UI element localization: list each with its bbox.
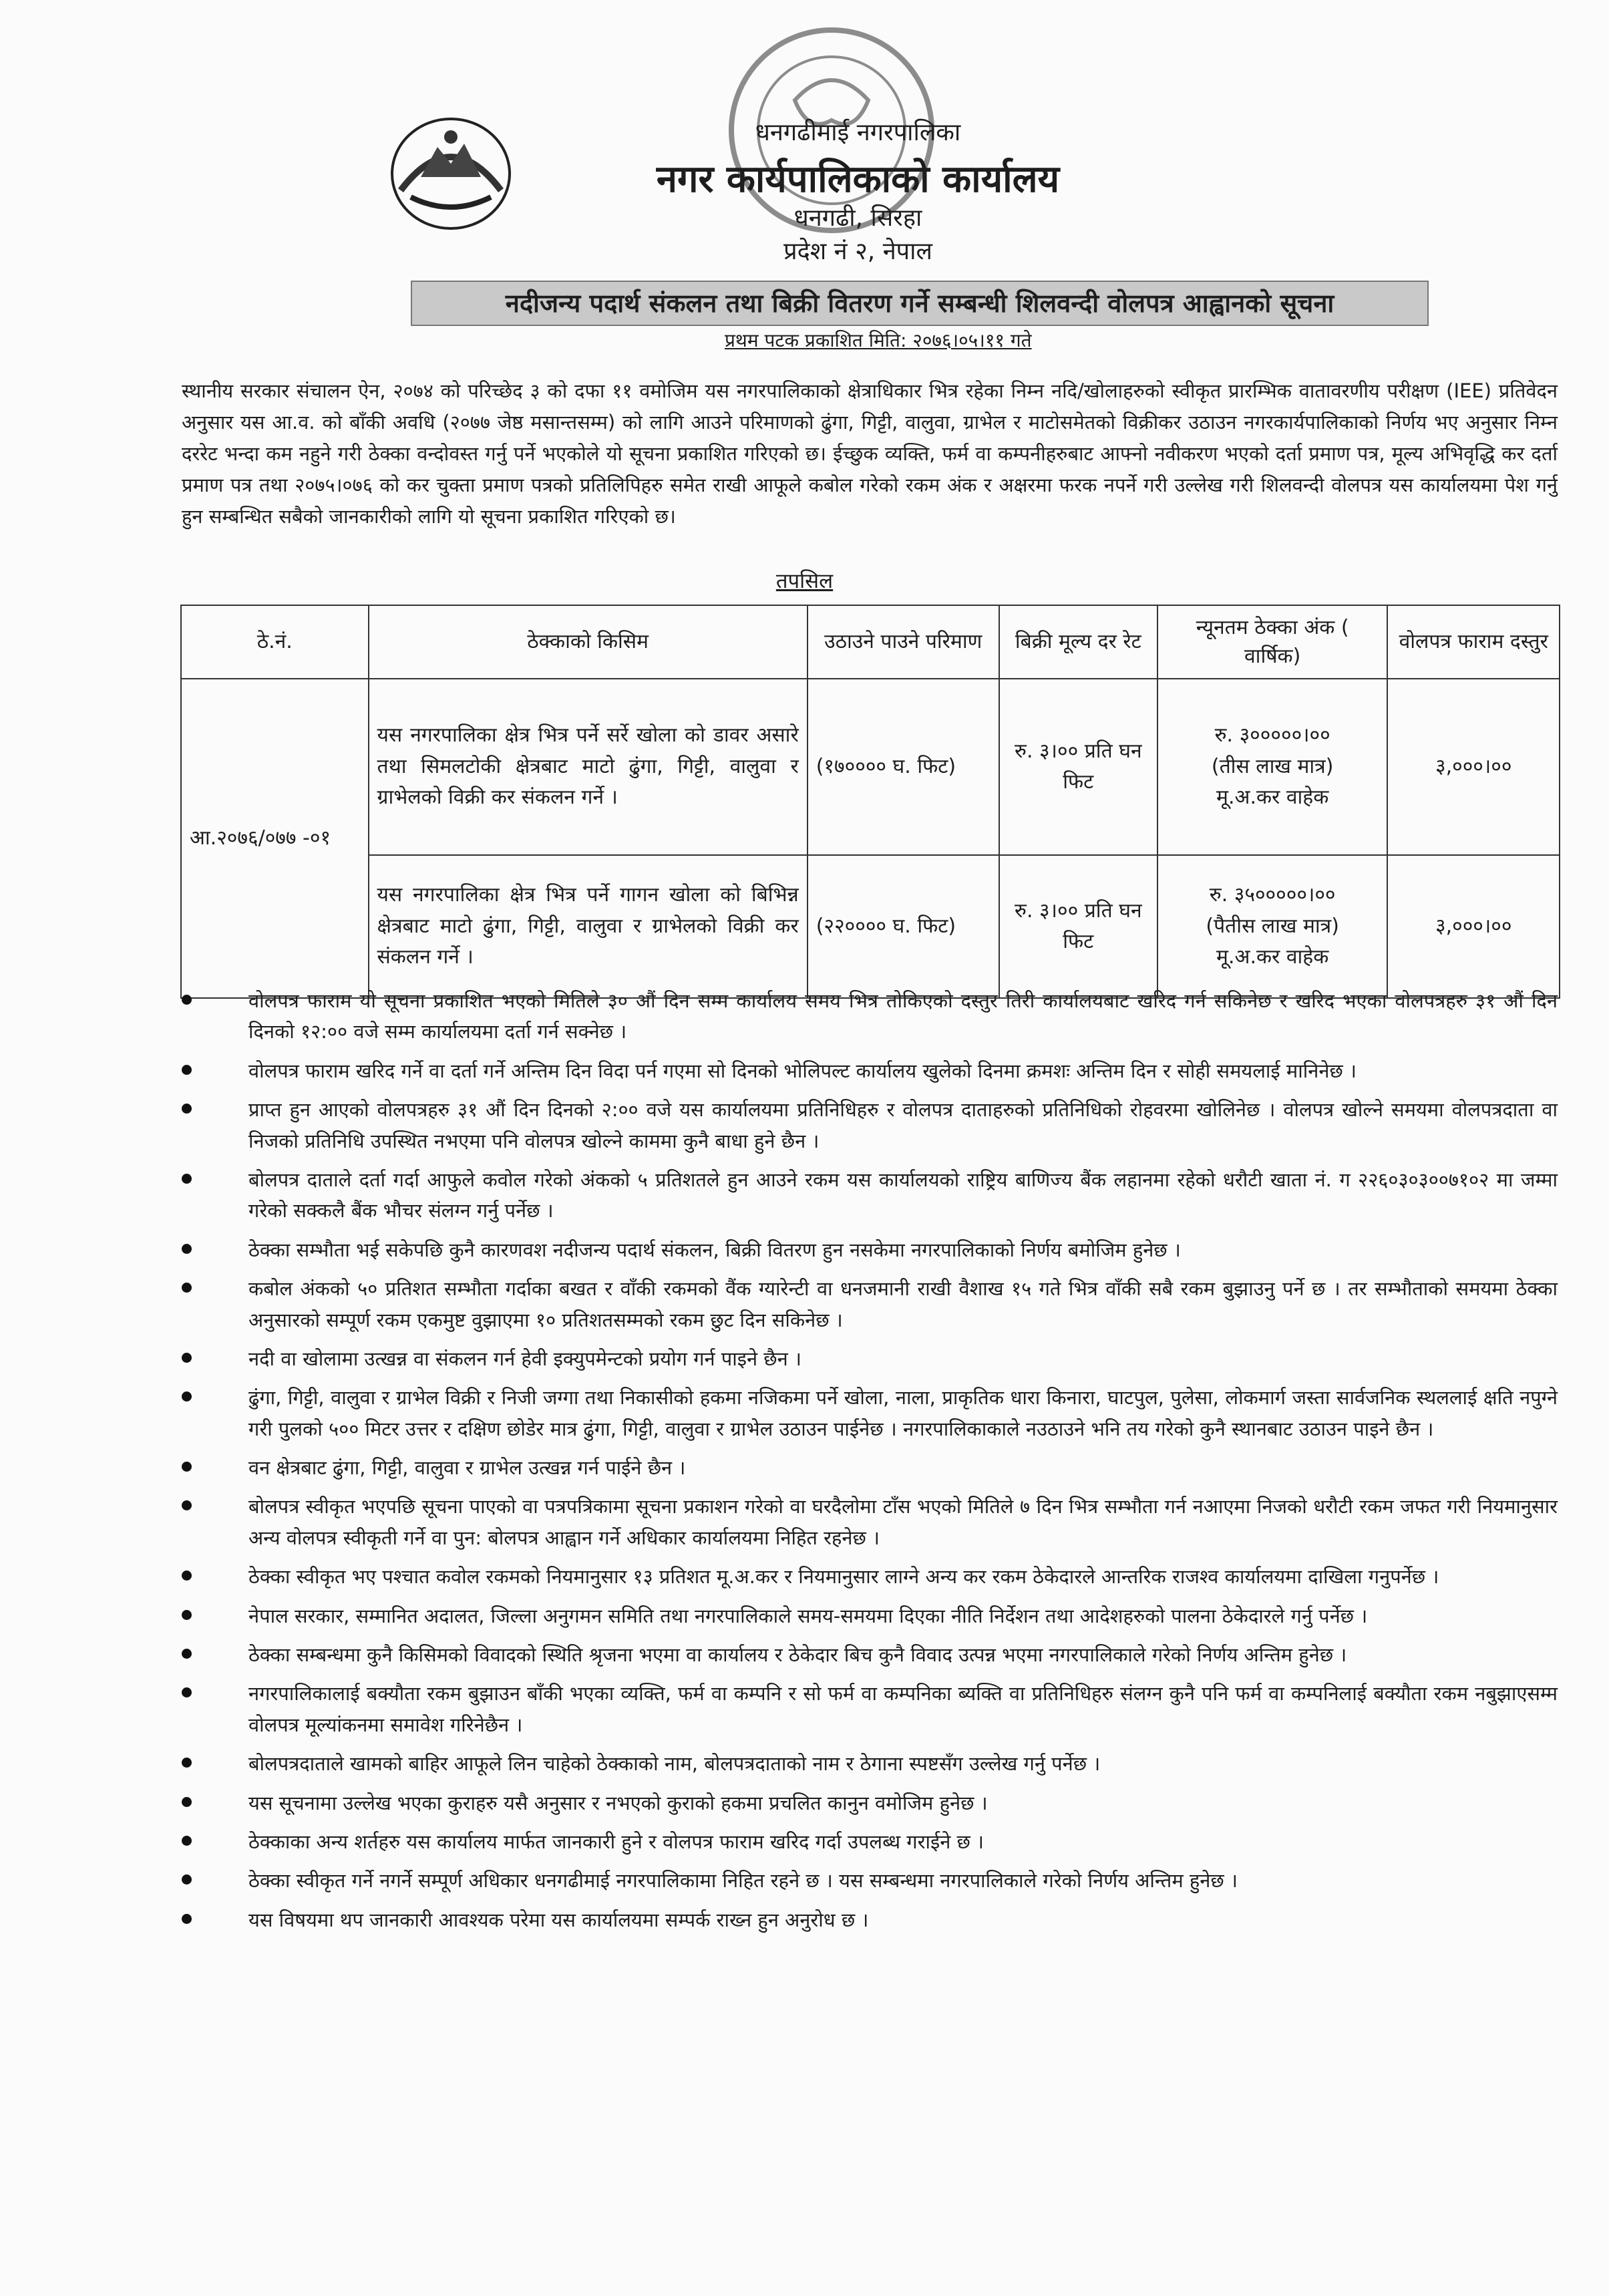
condition-item [182,1639,1558,1670]
condition-text: ढुंगा, गिट्टी, वालुवा र ग्राभेल विक्री र निजी जग्गा तथा निकासीको हकमा नजिकमा पर्ने खोला, नाला, प्राकृतिक धारा किनारा, घाटपुल, पुलेसा, लोकमार्ग जस्ता सार्वजनिक स्थललाई क्षति नपुग्ने गरी पुलको ५०० मिटर उत्तर र दक्षिण छोडेर मात्र ढुंगा, गिट्टी, वालुवा र ग्राभेल उठाउन पाईनेछ । नगरपालिकाकाले नउठाउने भनि तय गरेको कुनै स्थानबाट उठाउन पाइने छैन । [248,1386,1558,1440]
column-header: ठे.नं. [181,605,369,679]
min-amount: रु. ३५०००००।०० [1209,883,1336,907]
bullet-icon [182,1571,192,1581]
bullet-icon [182,1104,192,1114]
min-amount-words: (पैतीस लाख मात्र) [1206,914,1339,938]
condition-text: कबोल अंकको ५० प्रतिशत सम्भौता गर्दाका बखत र वाँकी रकमको वैंक ग्यारेन्टी वा धनजमानी राखी वैशाख १५ गते भित्र वाँकी सबै रकम बुझाउनु पर्ने छ । तर सम्भौताको समयमा ठेक्का अनुसारको सम्पूर्ण रकम एकमुष्ट वुझाएमा १० प्रतिशतसम्मको रकम छुट दिन सकिनेछ । [248,1277,1558,1331]
schedule-table [180,605,1560,999]
condition-text: ठेक्का स्वीकृत भए पश्चात कवोल रकमको नियमानुसार १३ प्रतिशत मू.अ.कर र नियमानुसार लाग्ने अन्य कर रकम ठेकेदारले आन्तरिक राजश्व कार्यालयमा दाखिला गनुपर्नेछ । [248,1565,1439,1589]
condition-text: वोलपत्र फाराम यो सूचना प्रकाशित भएको मितिले ३० औं दिन सम्म कार्यालय समय भित्र तोकिएको दस्तुर तिरी कार्यालयबाट खरिद गर्न सकिनेछ र खरिद भएका वोलपत्रहरु ३१ औं दिन दिनको १२:०० वजे सम्म कार्यालयमा दर्ता गर्न सक्नेछ । [248,989,1558,1043]
column-header: वोलपत्र फाराम दस्तुर [1387,605,1560,679]
vat-note: मू.अ.कर वाहेक [1216,945,1329,969]
column-header: न्यूनतम ठेक्का अंक ( वार्षिक) [1157,605,1388,679]
bullet-icon [182,1353,192,1363]
condition-text: ठेक्काका अन्य शर्तहरु यस कार्यालय मार्फत जानकारी हुने र वोलपत्र फाराम खरिद गर्दा उपलब्ध गराईने छ । [248,1830,985,1853]
column-header: उठाउने पाउने परिमाण [808,605,999,679]
bullet-icon [182,1758,192,1768]
condition-text: यस विषयमा थप जानकारी आवश्यक परेमा यस कार्यालयमा सम्पर्क राख्न हुन अनुरोध छ । [248,1908,869,1931]
office-title: नगर कार्यपालिकाको कार्यालय [656,158,1060,201]
bullet-icon [182,1649,192,1659]
contract-type: यस नगरपालिका क्षेत्र भित्र पर्ने गागन खोला को बिभिन्न क्षेत्रबाट माटो ढुंगा, गिट्टी, वालुवा र ग्राभेलको विक्री कर संकलन गर्ने । [369,855,808,998]
municipality-name: धनगढीमाई नगरपालिका [755,119,961,146]
min-amount-cell [1157,855,1388,998]
fee-cell: ३,०००।०० [1387,855,1560,998]
condition-item [182,1382,1558,1444]
table-row [181,855,1560,998]
bullet-icon [182,1391,192,1402]
conditions-list [182,985,1558,1943]
condition-text: बोलपत्र स्वीकृत भएपछि सूचना पाएको वा पत्रपत्रिकामा सूचना प्रकाशन गरेको वा घरदैलोमा टाँस भएको मितिले ७ दिन भित्र सम्भौता गर्न नआएमा निजको धरौटी रकम जफत गरी नियमानुसार अन्य वोलपत्र स्वीकृती गर्ने वा पुन: बोलपत्र आह्वान गर्ने अधिकार कार्यालयमा निहित रहनेछ । [248,1495,1558,1549]
quantity-cell: (२२०००० घ. फिट) [808,855,999,998]
bullet-icon [182,1462,192,1472]
bullet-icon [182,1836,192,1846]
condition-item [182,1865,1558,1896]
condition-text: प्राप्त हुन आएको वोलपत्रहरु ३१ औं दिन दिनको २:०० वजे यस कार्यालयमा प्रतिनिधिहरु र वोलपत्र दाताहरुको प्रतिनिधिको रोहवरमा खोलिनेछ । वोलपत्र खोल्ने समयमा वोलपत्रदाता वा निजको प्रतिनिधि उपस्थित नभएमा पनि वोलपत्र खोल्ने काममा कुनै बाधा हुने छैन । [248,1098,1558,1152]
condition-item [182,1273,1558,1335]
condition-item [182,1788,1558,1818]
bullet-icon [182,1283,192,1293]
bullet-icon [182,1174,192,1184]
condition-item [182,1748,1558,1779]
bullet-icon [182,1610,192,1620]
condition-item [182,1678,1558,1740]
bullet-icon [182,995,192,1005]
contract-type: यस नगरपालिका क्षेत्र भित्र पर्ने सर्रे खोला को डावर असारे तथा सिमलटोकी क्षेत्रबाट माटो ढुंगा, गिट्टी, वालुवा र ग्राभेलको विक्री कर संकलन गर्ने । [369,679,808,855]
bullet-icon [182,1065,192,1075]
condition-item [182,1343,1558,1374]
condition-item [182,1601,1558,1631]
condition-text: नगरपालिकालाई बक्यौता रकम बुझाउन बाँकी भएका व्यक्ति, फर्म वा कम्पनि र सो फर्म वा कम्पनिका ब्यक्ति वा प्रतिनिधिहरु संलग्न कुनै पनि फर्म वा कम्पनिलाई बक्यौता रकम नबुझाएसम्म वोलपत्र मूल्यांकनमा समावेश गरिनेछैन । [248,1682,1558,1736]
condition-text: बोलपत्रदाताले खामको बाहिर आफूले लिन चाहेको ठेक्काको नाम, बोलपत्रदाताको नाम र ठेगाना स्पष्टसँग उल्लेख गर्नु पर्नेछ । [248,1752,1101,1776]
condition-item [182,1164,1558,1226]
condition-text: ठेक्का सम्बन्धमा कुनै किसिमको विवादको स्थिति श्रृजना भएमा वा कार्यालय र ठेकेदार बिच कुनै विवाद उत्पन्न भएमा नगरपालिकाले गरेको निर्णय अन्तिम हुनेछ । [248,1643,1347,1667]
bullet-icon [182,1500,192,1510]
condition-text: यस सूचनामा उल्लेख भएका कुराहरु यसै अनुसार र नभएको कुराको हकमा प्रचलित कानुन वमोजिम हुनेछ । [248,1791,988,1814]
bullet-icon [182,1687,192,1697]
contract-number: आ.२०७६/०७७ -०१ [181,679,369,998]
publish-date: प्रथम पटक प्रकाशित मिति: २०७६।०५।११ गते [725,329,1032,351]
min-amount: रु. ३०००००।०० [1214,723,1330,748]
condition-text: ठेक्का स्वीकृत गर्ने नगर्ने सम्पूर्ण अधिकार धनगढीमाई नगरपालिकामा निहित रहने छ । यस सम्बन्धमा नगरपालिकाले गरेको निर्णय अन्तिम हुनेछ । [248,1869,1238,1893]
table-row [181,679,1560,855]
condition-text: ठेक्का सम्भौता भई सकेपछि कुनै कारणवश नदीजन्य पदार्थ संकलन, बिक्री वितरण हुन नसकेमा नगरपालिकाको निर्णय बमोजिम हुनेछ । [248,1238,1181,1261]
condition-item [182,1235,1558,1265]
condition-item [182,1561,1558,1592]
condition-item [182,1905,1558,1935]
condition-item [182,985,1558,1047]
bullet-icon [182,1874,192,1884]
condition-text: नदी वा खोलामा उत्खन्न वा संकलन गर्न हेवी इक्युपमेन्टको प्रयोग गर्न पाइने छैन । [248,1347,801,1370]
condition-text: बोलपत्र दाताले दर्ता गर्दा आफुले कवोल गरेको अंकको ५ प्रतिशतले हुन आउने रकम यस कार्यालयको राष्ट्रिय बाणिज्य बैंक लहानमा रहेको धरौटी खाता नं. ग २२६०३०३००७१०२ मा जम्मा गरेको सक्कलै बैंक भौचर संलग्न गर्नु पर्नेछ । [248,1168,1558,1222]
column-header: बिक्री मूल्य दर रेट [999,605,1157,679]
office-province: प्रदेश नं २, नेपाल [783,238,932,265]
min-amount-cell [1157,679,1388,855]
rate-cell: रु. ३।०० प्रति घन फिट [999,855,1157,998]
bullet-icon [182,1914,192,1924]
quantity-cell: (१७०००० घ. फिट) [808,679,999,855]
vat-note: मू.अ.कर वाहेक [1216,786,1329,810]
condition-item [182,1055,1558,1086]
bullet-icon [182,1797,192,1807]
rate-cell: रु. ३।०० प्रति घन फिट [999,679,1157,855]
condition-item [182,1491,1558,1553]
fee-cell: ३,०००।०० [1387,679,1560,855]
bullet-icon [182,1244,192,1254]
condition-item [182,1826,1558,1857]
condition-text: नेपाल सरकार, सम्मानित अदालत, जिल्ला अनुगमन समिति तथा नगरपालिकाले समय-समयमा दिएका नीति निर्देशन तथा आदेशहरुको पालना ठेकेदारले गर्नु पर्नेछ । [248,1604,1368,1627]
condition-text: वोलपत्र फाराम खरिद गर्ने वा दर्ता गर्ने अन्तिम दिन विदा पर्न गएमा सो दिनको भोलिपल्ट कार्यालय खुलेको दिनमा क्रमशः अन्तिम दिन र सोही समयलाई मानिनेछ । [248,1059,1357,1082]
column-header: ठेक्काको किसिम [369,605,808,679]
intro-paragraph: स्थानीय सरकार संचालन ऐन, २०७४ को परिच्छेद ३ को दफा ११ वमोजिम यस नगरपालिकाको क्षेत्राधिकार भित्र रहेका निम्न नदि/खोलाहरुको स्वीकृत प्रारम्भिक वातावरणीय परीक्षण (IEE) प्रतिवेदन अनुसार यस आ.व. को बाँकी अवधि (२०७७ जेष्ठ मसान्तसम्म) को लागि आउने परिमाणको ढुंगा, गिट्टी, वालुवा, ग्राभेल र माटोसमेतको विक्रीकर उठाउन नगरकार्यपालिकाको निर्णय भए अनुसार निम्न दररेट भन्दा कम नहुने गरी ठेक्का वन्दोवस्त गर्नु पर्ने भएकोले यो सूचना प्रकाशित गरिएको छ। ईच्छुक व्यक्ति, फर्म वा कम्पनीहरुबाट आफ्नो नवीकरण भएको दर्ता प्रमाण पत्र, मूल्य अभिवृद्धि कर दर्ता प्रमाण पत्र तथा २०७५।०७६ को कर चुक्ता प्रमाण पत्रको प्रतिलिपिहरु समेत राखी आफूले कबोल गरेको रकम अंक र अक्षरमा फरक नपर्ने गरी उल्लेख गरी शिलवन्दी वोलपत्र यस कार्यालयमा पेश गर्नु हुन सम्बन्धित सबैको जानकारीको लागि यो सूचना प्रकाशित गरिएको छ। [182,379,1558,528]
condition-item [182,1094,1558,1156]
notice-title: नदीजन्य पदार्थ संकलन तथा बिक्री वितरण गर्ने सम्बन्धी शिलवन्दी वोलपत्र आह्वानको सूचना [411,281,1429,326]
condition-text: वन क्षेत्रबाट ढुंगा, गिट्टी, वालुवा र ग्राभेल उत्खन्न गर्न पाईने छैन । [248,1456,686,1480]
table-header-row [181,605,1560,679]
schedule-heading: तपसिल [775,569,834,593]
condition-item [182,1452,1558,1483]
office-address: धनगढी, सिरहा [793,204,922,232]
min-amount-words: (तीस लाख मात्र) [1211,754,1334,778]
